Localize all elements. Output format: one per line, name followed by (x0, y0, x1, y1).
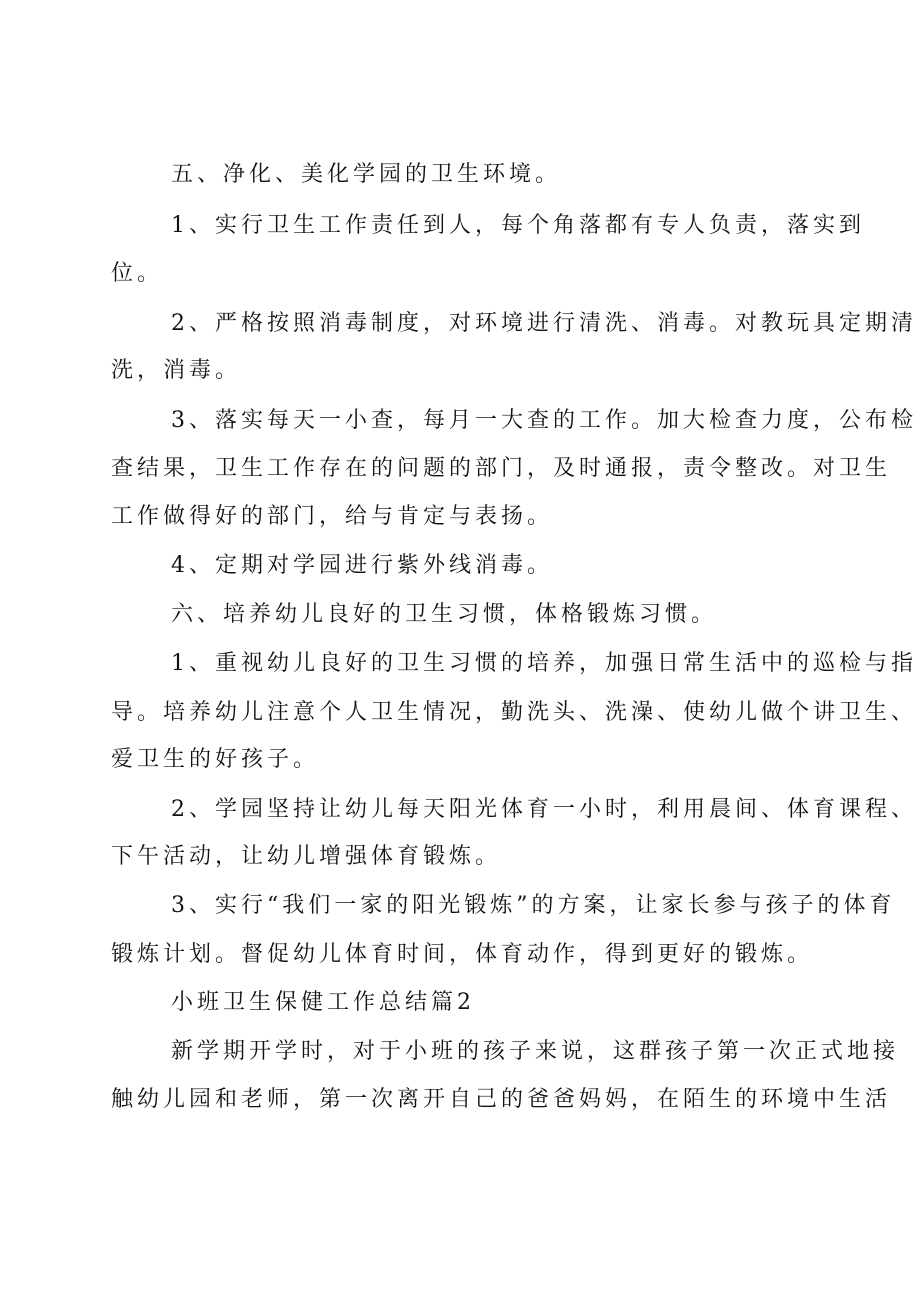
paragraph-line: 3、实行“我们一家的阳光锻炼”的方案，让家长参与孩子的体育 (171, 893, 896, 918)
paragraph-line: 新学期开学时，对于小班的孩子来说，这群孩子第一次正式地接 (171, 1039, 900, 1064)
paragraph-line: 触幼儿园和老师，第一次离开自己的爸爸妈妈，在陌生的环境中生活 (111, 1087, 892, 1112)
paragraph-line: 工作做得好的部门，给与肯定与表扬。 (111, 504, 554, 529)
paragraph-line: 2、学园坚持让幼儿每天阳光体育一小时，利用晨间、体育课程、 (171, 797, 917, 822)
paragraph-line: 2、严格按照消毒制度，对环境进行清洗、消毒。对教玩具定期清 (171, 311, 917, 336)
article-title: 小班卫生保健工作总结篇2 (171, 990, 475, 1015)
paragraph-line: 4、定期对学园进行紫外线消毒。 (171, 553, 553, 578)
paragraph-line: 查结果，卫生工作存在的问题的部门，及时通报，责令整改。对卫生 (111, 456, 892, 481)
section-heading-5: 五、净化、美化学园的卫生环境。 (171, 162, 562, 187)
paragraph-line: 1、重视幼儿良好的卫生习惯的培养，加强日常生活中的巡检与指 (171, 651, 917, 676)
section-heading-6: 六、培养幼儿良好的卫生习惯，体格锻炼习惯。 (171, 602, 718, 627)
paragraph-line: 3、落实每天一小查，每月一大查的工作。加大检查力度，公布检 (171, 408, 917, 433)
paragraph-line: 洗，消毒。 (111, 358, 242, 383)
paragraph-line: 1、实行卫生工作责任到人，每个角落都有专人负责，落实到 (171, 213, 865, 238)
paragraph-line: 下午活动，让幼儿增强体育锻炼。 (111, 844, 502, 869)
paragraph-line: 锻炼计划。督促幼儿体育时间，体育动作，得到更好的锻炼。 (111, 942, 814, 967)
paragraph-line: 爱卫生的好孩子。 (111, 747, 320, 772)
paragraph-line: 导。培养幼儿注意个人卫生情况，勤洗头、洗澡、使幼儿做个讲卫生、 (111, 700, 918, 725)
paragraph-line: 位。 (111, 261, 164, 286)
